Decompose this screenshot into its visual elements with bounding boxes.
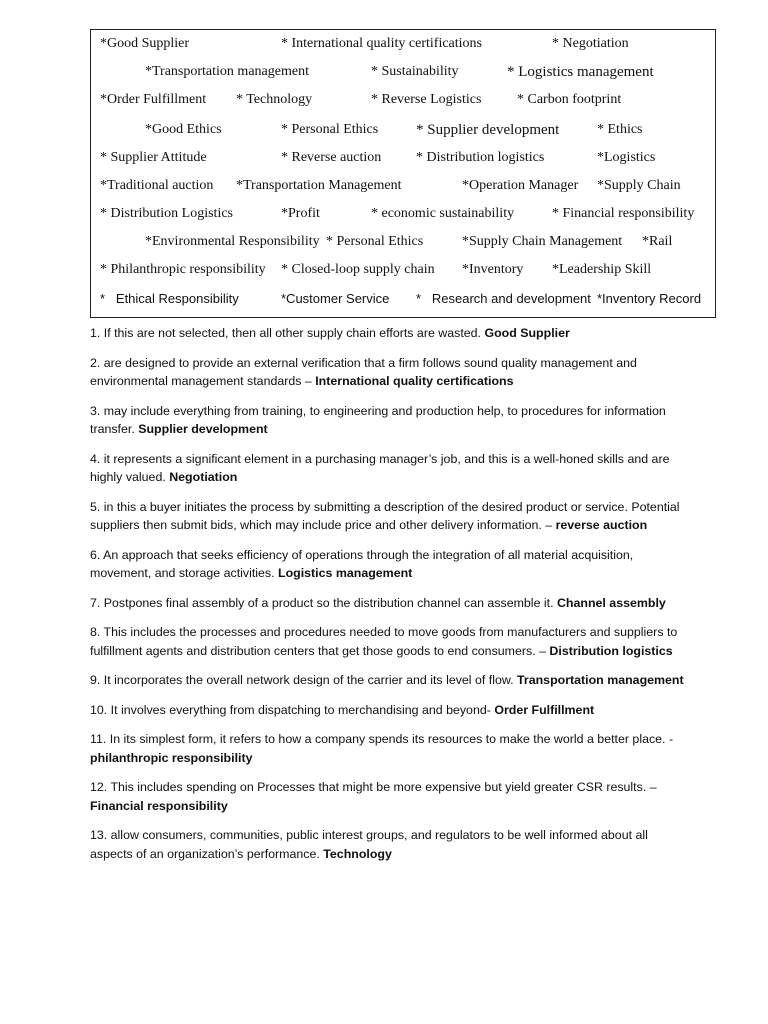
question-item — [90, 778, 690, 815]
question-item — [90, 450, 690, 487]
question-list — [90, 324, 690, 874]
word-bank-term: * Negotiation — [552, 36, 629, 51]
word-bank-term: *Operation Manager — [462, 178, 579, 193]
word-bank-term: * Logistics management — [507, 64, 654, 80]
word-bank-row — [91, 204, 715, 224]
word-bank-term: * Supplier development — [416, 122, 560, 138]
question-item — [90, 546, 690, 583]
word-bank-term: *Supply Chain Management — [462, 234, 623, 249]
answer-text: reverse auction — [555, 518, 648, 532]
word-bank-row — [91, 148, 715, 168]
question-text: 13. allow consumers, communities, public interest groups, and regulators to be well informed about all aspects of an organization’s performance. — [90, 828, 648, 861]
question-text: 7. Postpones final assembly of a product so the distribution channel can assemble it. — [90, 595, 557, 610]
answer-text: Negotiation — [169, 470, 238, 484]
word-bank-term: * Personal Ethics — [326, 234, 424, 249]
question-item — [90, 701, 690, 720]
word-bank-term: *Order Fulfillment — [100, 92, 207, 107]
question-text: 3. may include everything from training, to engineering and production help, to procedures for information transfer. — [90, 403, 666, 436]
word-bank-term: *Profit — [281, 206, 320, 221]
question-text: 4. it represents a significant element in a purchasing manager’s job, and this is a well-honed skills and are highly valued. — [90, 451, 670, 484]
word-bank-term: *Good Supplier — [100, 36, 190, 51]
word-bank-term: * Philanthropic responsibility — [100, 262, 266, 277]
word-bank-term: * Research and development — [416, 291, 591, 306]
question-text: 2. are designed to provide an external verification that a firm follows sound quality management and environmental management standards – — [90, 355, 637, 388]
answer-text: International quality certifications — [315, 374, 514, 388]
question-text: 12. This includes spending on Processes that might be more expensive but yield greater CSR results. – — [90, 780, 657, 794]
question-item — [90, 730, 690, 767]
word-bank-term: *Leadership Skill — [552, 262, 652, 277]
word-bank-term: *Inventory Record — [597, 291, 702, 306]
word-bank-term: *Supply Chain — [597, 178, 681, 193]
word-bank-term: * Closed-loop supply chain — [281, 262, 435, 277]
word-bank-row — [91, 90, 715, 110]
question-item — [90, 402, 690, 439]
word-bank-term: * Sustainability — [371, 64, 459, 79]
word-bank-row — [91, 260, 715, 280]
question-text: 9. It incorporates the overall network design of the carrier and its level of flow. — [90, 673, 518, 687]
word-bank-term: *Traditional auction — [100, 178, 214, 193]
word-bank-term: * Carbon footprint — [517, 92, 622, 107]
word-bank-term: *Transportation Management — [236, 178, 402, 193]
word-bank-term: * economic sustainability — [371, 206, 515, 221]
question-item — [90, 324, 690, 343]
question-item — [90, 826, 690, 863]
word-bank-term: * Financial responsibility — [552, 206, 695, 221]
question-text: 1. If this are not selected, then all other supply chain efforts are wasted. — [90, 326, 485, 340]
answer-text: Good Supplier — [484, 326, 570, 340]
question-item — [90, 623, 690, 660]
word-bank-term: *Good Ethics — [145, 122, 222, 137]
word-bank-term: *Environmental Responsibility — [145, 234, 320, 249]
answer-text: Technology — [323, 846, 392, 861]
answer-text: Financial responsibility — [90, 798, 228, 813]
word-bank-term: *Inventory — [462, 262, 524, 277]
word-bank-term: * Distribution logistics — [416, 150, 545, 165]
word-bank-term: * Personal Ethics — [281, 122, 379, 137]
answer-text: Logistics management — [278, 566, 413, 580]
word-bank-term: * Technology — [236, 92, 313, 107]
word-bank-term: * Ethical Responsibility — [100, 291, 239, 306]
word-bank-row — [91, 120, 715, 140]
word-bank-term: * Supplier Attitude — [100, 150, 207, 165]
question-item — [90, 671, 690, 690]
word-bank-term: * Distribution Logistics — [100, 206, 233, 221]
word-bank-term: *Rail — [642, 234, 673, 249]
word-bank-row — [91, 232, 715, 252]
word-bank-row — [91, 176, 715, 196]
word-bank-row — [91, 289, 715, 309]
word-bank-term: *Transportation management — [145, 64, 309, 79]
question-item — [90, 354, 690, 391]
word-bank-term: *Customer Service — [281, 291, 390, 306]
answer-text: Channel assembly — [556, 595, 666, 610]
question-item — [90, 594, 690, 613]
word-bank-row — [91, 62, 715, 82]
word-bank-term: * Reverse Logistics — [371, 92, 482, 107]
word-bank-box — [90, 29, 716, 318]
answer-text: Distribution logistics — [549, 643, 673, 658]
answer-text: Order Fulfillment — [494, 702, 595, 717]
answer-text: Supplier development — [138, 422, 268, 436]
answer-text: philanthropic responsibility — [90, 750, 253, 765]
word-bank-term: * Ethics — [597, 122, 643, 137]
question-text: 8. This includes the processes and procedures needed to move goods from manufacturers and suppliers to fulfillment agents and distribution centers that get those goods to end consumers. – — [90, 625, 678, 658]
word-bank-term: * Reverse auction — [281, 150, 382, 165]
answer-text: Transportation management — [517, 673, 684, 687]
word-bank-row — [91, 34, 715, 54]
word-bank-term: * International quality certifications — [281, 36, 482, 51]
question-text: 5. in this a buyer initiates the process by submitting a description of the desired product or service. Potential suppliers then submit bids, which may include price and other delivery information. – — [90, 499, 680, 532]
word-bank-term: *Logistics — [597, 150, 656, 165]
question-text: 11. In its simplest form, it refers to how a company spends its resources to make the world a better place. - — [90, 732, 674, 746]
question-text: 6. An approach that seeks efficiency of operations through the integration of all material acquisition, movement, and storage activities. — [90, 547, 634, 580]
question-text: 10. It involves everything from dispatching to merchandising and beyond- — [90, 702, 495, 717]
question-item — [90, 498, 690, 535]
